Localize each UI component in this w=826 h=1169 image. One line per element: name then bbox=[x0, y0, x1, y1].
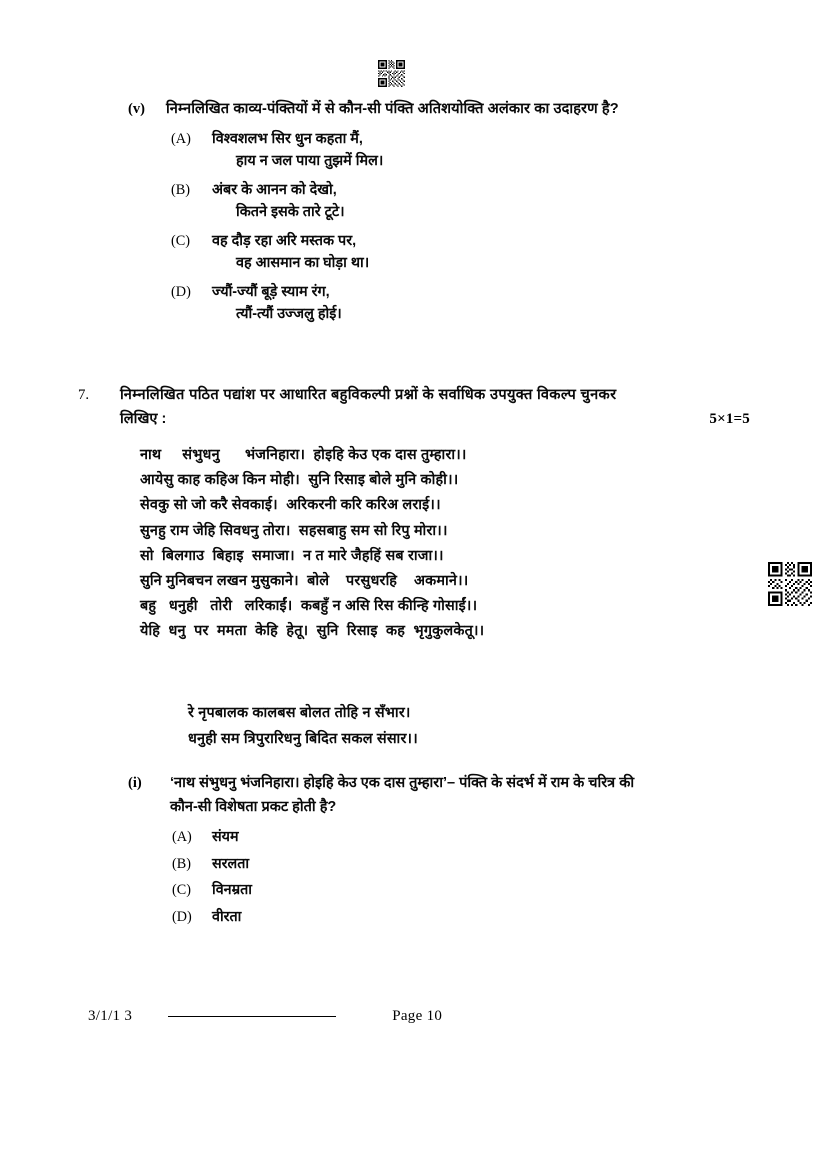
option-b-line1: अंबर के आनन को देखो, bbox=[212, 182, 337, 198]
option-c[interactable] bbox=[171, 230, 788, 274]
question-7-line2-row bbox=[120, 407, 750, 431]
passage-doha bbox=[188, 701, 708, 752]
sub-question-i-line2: कौन-सी विशेषता प्रकट होती है? bbox=[170, 798, 337, 815]
question-7-line2: लिखिए : bbox=[120, 411, 167, 427]
option-a[interactable] bbox=[171, 128, 788, 172]
passage-line: आयेसु काह कहिअ किन मोही। सुनि रिसाइ बोले मुनि कोही।। bbox=[140, 472, 459, 489]
option-b-line2: कितने इसके तारे टूटे। bbox=[236, 204, 345, 220]
question-7-number: 7. bbox=[78, 387, 90, 403]
sub-option-a-tag: (A) bbox=[172, 829, 192, 845]
sub-option-d-text: वीरता bbox=[212, 908, 242, 925]
question-v-stem bbox=[128, 99, 788, 120]
passage-line: बहु धनुही तोरी लरिकाईं। कबहुँ न असि रिस कीन्हि गोसाईं।। bbox=[140, 598, 478, 615]
option-a-line2: हाय न जल पाया तुझमें मिल। bbox=[236, 153, 384, 169]
sub-question-i-block bbox=[128, 772, 798, 931]
option-b-lines bbox=[212, 179, 788, 223]
page-footer bbox=[88, 1008, 748, 1025]
sub-question-i-stem bbox=[128, 772, 798, 819]
doha-line: रे नृपबालक कालबस बोलत तोहि न सँभार। bbox=[188, 705, 411, 721]
passage-line: नाथ संभुधनु भंजनिहारा। होइहि केउ एक दास तुम्हारा।। bbox=[140, 447, 467, 463]
question-7-line1: निम्नलिखित पठित पद्यांश पर आधारित बहुविकल्पी प्रश्नों के सर्वाधिक उपयुक्त विकल्प चुनकर bbox=[120, 387, 617, 403]
sub-option-c-text: विनम्रता bbox=[212, 882, 252, 898]
sub-question-i-text bbox=[170, 772, 798, 819]
option-a-tag: (A) bbox=[171, 131, 191, 147]
option-c-lines bbox=[212, 230, 788, 274]
sub-question-i-options bbox=[128, 825, 798, 929]
option-a-line1: विश्वशलभ सिर धुन कहता मैं, bbox=[212, 131, 363, 147]
option-c-line1: वह दौड़ रहा अरि मस्तक पर, bbox=[212, 233, 357, 249]
question-v-options bbox=[128, 128, 788, 325]
sub-option-d-tag: (D) bbox=[172, 908, 192, 925]
qr-code-top-icon bbox=[378, 60, 405, 87]
option-c-tag: (C) bbox=[171, 233, 191, 249]
option-d[interactable] bbox=[171, 281, 788, 325]
option-a-lines bbox=[212, 128, 788, 172]
option-b[interactable] bbox=[171, 179, 788, 223]
sub-option-c-tag: (C) bbox=[172, 882, 191, 898]
option-b-tag: (B) bbox=[171, 182, 191, 198]
passage-line: सो बिलगाउ बिहाइ समाजा। न त मारे जैहहिं सब राजा।। bbox=[140, 547, 444, 564]
sub-option-c[interactable] bbox=[172, 878, 798, 902]
sub-option-b-tag: (B) bbox=[172, 855, 191, 872]
question-7-marks: 5×1=5 bbox=[709, 411, 750, 427]
option-d-line1: ज्यौं-ज्यौं बूड़े स्याम रंग, bbox=[212, 284, 330, 300]
question-7-stem bbox=[120, 383, 750, 431]
question-7-heading bbox=[78, 383, 750, 431]
doha-line: धनुही सम त्रिपुरारिधनु बिदित सकल संसार।। bbox=[188, 730, 418, 747]
sub-option-a-text: संयम bbox=[212, 829, 239, 845]
question-v-label: (v) bbox=[128, 101, 145, 117]
passage-line: सेवकु सो जो करै सेवकाई। अरिकरनी करि करिअ लराई।। bbox=[140, 497, 441, 514]
qr-code-side-icon bbox=[768, 562, 812, 606]
sub-option-d[interactable] bbox=[172, 905, 798, 929]
option-d-lines bbox=[212, 281, 788, 325]
question-v-text: निम्नलिखित काव्य-पंक्तियों में से कौन-सी पंक्ति अतिशयोक्ति अलंकार का उदाहरण है? bbox=[166, 101, 619, 117]
sub-question-i-label: (i) bbox=[128, 775, 142, 791]
option-d-tag: (D) bbox=[171, 284, 191, 300]
passage-line: येहि धनु पर ममता केहि हेतू। सुनि रिसाइ कह भृगुकुलकेतू।। bbox=[140, 623, 485, 640]
footer-divider bbox=[168, 1016, 336, 1017]
sub-option-b[interactable] bbox=[172, 852, 798, 876]
page-number: Page 10 bbox=[392, 1008, 443, 1024]
option-d-line2: त्यौं-त्यौं उज्जलु होई। bbox=[236, 306, 342, 322]
passage-line: सुनहु राम जेहि सिवधनु तोरा। सहसबाहु सम सो रिपु मोरा।। bbox=[140, 522, 448, 539]
sub-option-b-text: सरलता bbox=[212, 855, 250, 872]
paper-code: 3/1/1 3 bbox=[88, 1008, 133, 1024]
sub-question-i-line1: ‘नाथ संभुधनु भंजनिहारा। होइहि केउ एक दास तुम्हारा’– पंक्ति के संदर्भ में राम के चरित्र की bbox=[170, 775, 635, 791]
question-7-block bbox=[78, 383, 750, 431]
question-v-block bbox=[128, 99, 788, 332]
sub-option-a[interactable] bbox=[172, 825, 798, 849]
option-c-line2: वह आसमान का घोड़ा था। bbox=[236, 255, 370, 271]
passage-chaupai bbox=[140, 443, 700, 645]
passage-line: सुनि मुनिबचन लखन मुसुकाने। बोले परसुधरहि अकमाने।। bbox=[140, 573, 469, 590]
